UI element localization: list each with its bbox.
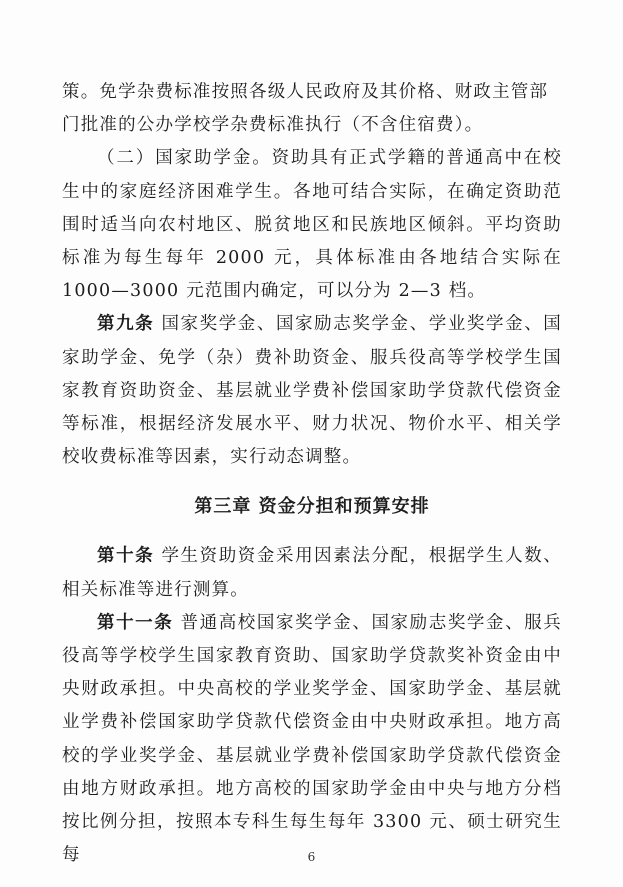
article-text: 学生资助资金采用因素法分配，根据学生人数、相关标准等进行测算。 [62, 546, 562, 600]
article-11 [62, 607, 562, 873]
paragraph-line: 策。免学杂费标准按照各级人民政府及其价格、财政主管部 [62, 82, 549, 102]
article-heading: 第十条 [97, 546, 155, 567]
article-9 [62, 308, 562, 474]
article-heading: 第十一条 [97, 612, 174, 633]
paragraph-continuation [62, 76, 562, 142]
article-10 [62, 540, 562, 606]
article-text: 普通高校国家奖学金、国家励志奖学金、服兵役高等学校学生国家教育资助、国家助学贷款奖补资金由中央财政承担。中央高校的学业奖学金、国家助学金、基层就业学费补偿国家助学贷款代偿资金由中央财政承担。地方高校的学业奖学金、基层就业学费补偿国家助学贷款代偿资金由地方财政承担。地方高校的国家助学金由中央与地方分档按比例分担，按照本专科生每生每年 3300 元、硕士研究生每 [62, 612, 562, 866]
page-number: 6 [307, 850, 316, 864]
paragraph-line: 门批准的公办学校学杂费标准执行（不含住宿费）。 [62, 115, 484, 136]
page-body [62, 76, 562, 872]
paragraph-national-grant: （二）国家助学金。资助具有正式学籍的普通高中在校生中的家庭经济困难学生。各地可结合实际，在确定资助范围时适当向农村地区、脱贫地区和民族地区倾斜。平均资助标准为每生每年 2000 元，具体标准由各地结合实际在1000—3000 元范围内确定，可以分为 2—3 档。 [62, 148, 562, 302]
chapter-title: 第三章 资金分担和预算安排 [194, 496, 430, 518]
article-heading: 第九条 [97, 314, 155, 335]
article-text: 国家奖学金、国家励志奖学金、学业奖学金、国家助学金、免学（杂）费补助资金、服兵役高等学校学生国家教育资助资金、基层就业学费补偿国家助学贷款代偿资金等标准，根据经济发展水平、财力状况、物价水平、相关学校收费标准等因素，实行动态调整。 [62, 314, 562, 468]
